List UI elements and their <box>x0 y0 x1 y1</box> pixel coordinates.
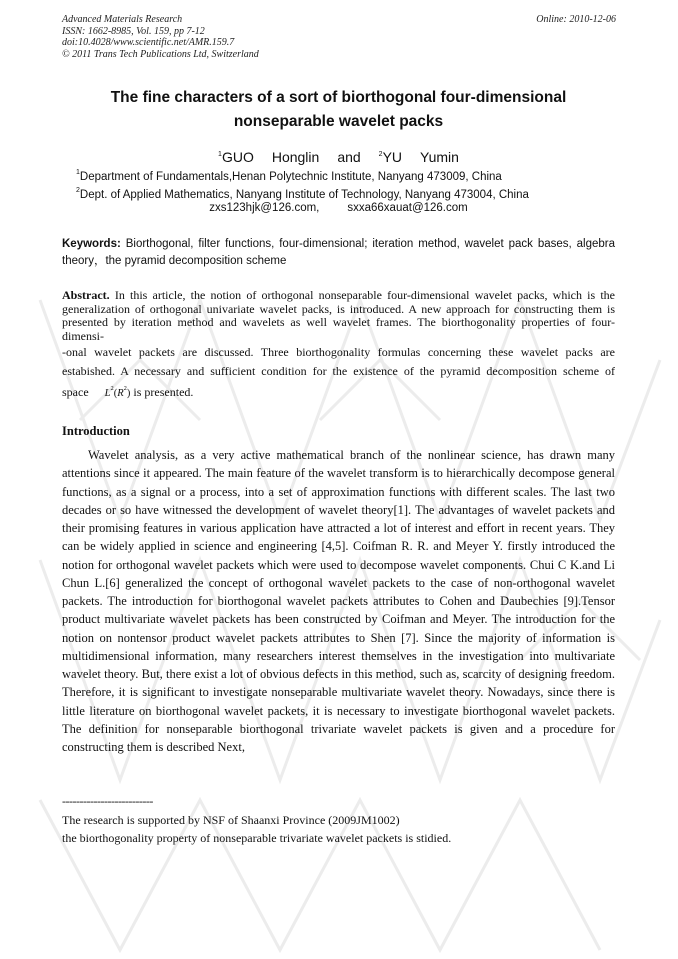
author-conjunction: and <box>337 149 361 165</box>
abstract-text-3: is presented. <box>130 385 194 399</box>
keywords-label: Keywords: <box>62 238 121 250</box>
author1-given-name: Honglin <box>271 149 320 165</box>
formula-L: L <box>104 388 111 399</box>
formula-R-exponent: 2 <box>123 385 127 392</box>
email-1: zxs123hjk@126.com, <box>209 202 320 214</box>
online-date: Online: 2010-12-06 <box>536 14 616 25</box>
abstract-text-2: -onal wavelet packets are discussed. Three biorthogonality formulas concerning these wavelet packs are estabished. A necessary and sufficient condition for the existence of the pyramid decomposition scheme of space <box>62 345 615 399</box>
author-line <box>62 146 615 166</box>
email-2: sxxa66xauat@126.com <box>347 202 468 214</box>
journal-issn: ISSN: 1662-8985, Vol. 159, pp 7-12 <box>62 25 205 37</box>
journal-doi: doi:10.4028/www.scientific.net/AMR.159.7 <box>62 37 235 48</box>
journal-header <box>62 14 259 60</box>
author1-affiliation-mark: 1 <box>218 151 222 158</box>
affiliation-1-text: Department of Fundamentals,Henan Polytechnic Institute, Nanyang 473009, China <box>79 171 502 183</box>
author2-given-name: Yumin <box>420 149 459 165</box>
affiliation-1-mark: 1 <box>76 169 80 176</box>
keywords-text: Biorthogonal, filter functions, four-dimensional; iteration method, wavelet pack bases, algebra theory，the pyramid decomposition scheme <box>62 238 615 267</box>
journal-name: Advanced Materials Research <box>62 14 183 25</box>
journal-copyright: © 2011 Trans Tech Publications Ltd, Switzerland <box>62 48 259 60</box>
author2-surname: YU <box>382 149 403 165</box>
funding-note: The research is supported by NSF of Shaanxi Province (2009JM1002) <box>62 813 400 827</box>
introduction-body: Wavelet analysis, as a very active mathematical branch of the nonlinear science, has drawn many attentions since it appeared. The main feature of the wavelet transform is to hierarchically decompose general functions, as a signal or a process, into a set of approximation functions with different scales. The last two decades or so have witnessed the development of wavelet theory[1]. The advantages of wavelet packets and their promising features in various application have attracted a lot of interest and effort in recent years. They can be widely applied in science and engineering [4,5]. Coifman R. R. and Meyer Y. firstly introduced the notion for orthogonal wavelet packets which were used to decompose wavelet components. Chui C K.and Li Chun L.[6] generalized the concept of orthogonal wavelet packets to the case of non-orthogonal wavelet packets. The introduction for biorthogonal wavelet packets attributes to Cohen and Daubechies [9].Tensor product multivariate wavelet packets has been constructed by Coifman and Meyer. The introduction for the notion on nontensor product wavelet packets attributes to Shen [7]. Since the majority of information is multidimensional information, many researchers interest themselves in the investigation into multivariate wavelet theory. But, there exist a lot of obvious defects in this method, such as, scarcity of designing freedom. Therefore, it is significant to investigate nonseparable multivariate wavelet theory. Nowadays, since there is little literature on biorthogonal wavelet packets, it is necessary to investigate biorthogonal wavelet packets. The definition for nonseparable biorthogonal trivariate wavelet packets is given and a procedure for constructing them is described Next, <box>62 448 615 754</box>
affiliation-2-mark: 2 <box>76 187 80 194</box>
title-line-2: nonseparable wavelet packs <box>233 113 444 130</box>
author1-surname: GUO <box>221 149 254 165</box>
affiliation-2-text: Dept. of Applied Mathematics, Nanyang Institute of Technology, Nanyang 473004, China <box>79 189 529 201</box>
introduction-heading: Introduction <box>62 424 130 438</box>
abstract-label: Abstract. <box>62 288 110 302</box>
footnote-separator: -------------------------- <box>62 794 153 808</box>
title-line-1: The fine characters of a sort of biorthogonal four-dimensional <box>110 89 567 106</box>
author2-affiliation-mark: 2 <box>378 151 383 158</box>
formula-L-exponent: 2 <box>110 385 114 392</box>
affiliation-2 <box>76 184 529 202</box>
keywords <box>62 236 615 270</box>
formula-R: R <box>117 388 124 399</box>
footnote-continuation: the biorthogonality property of nonseparable trivariate wavelet packets is stidied. <box>62 831 452 845</box>
abstract-text-1: In this article, the notion of orthogonal nonseparable four-dimensional wavelet packs, which is the generalization of orthogonal univariate wavelet packs, is introduced. A new approach for constructing them is presented by iteration method and wavelets as well wavelet frames. The biorthogonality properties of four-dimensi- <box>62 288 615 343</box>
abstract <box>62 289 615 404</box>
author-emails <box>62 201 615 215</box>
abstract-paragraph-2 <box>62 343 615 404</box>
abstract-paragraph-1 <box>62 289 615 343</box>
affiliation-1 <box>76 166 502 184</box>
space-formula: $L^2(R^2)$ <box>104 385 131 399</box>
paper-title <box>62 86 615 134</box>
